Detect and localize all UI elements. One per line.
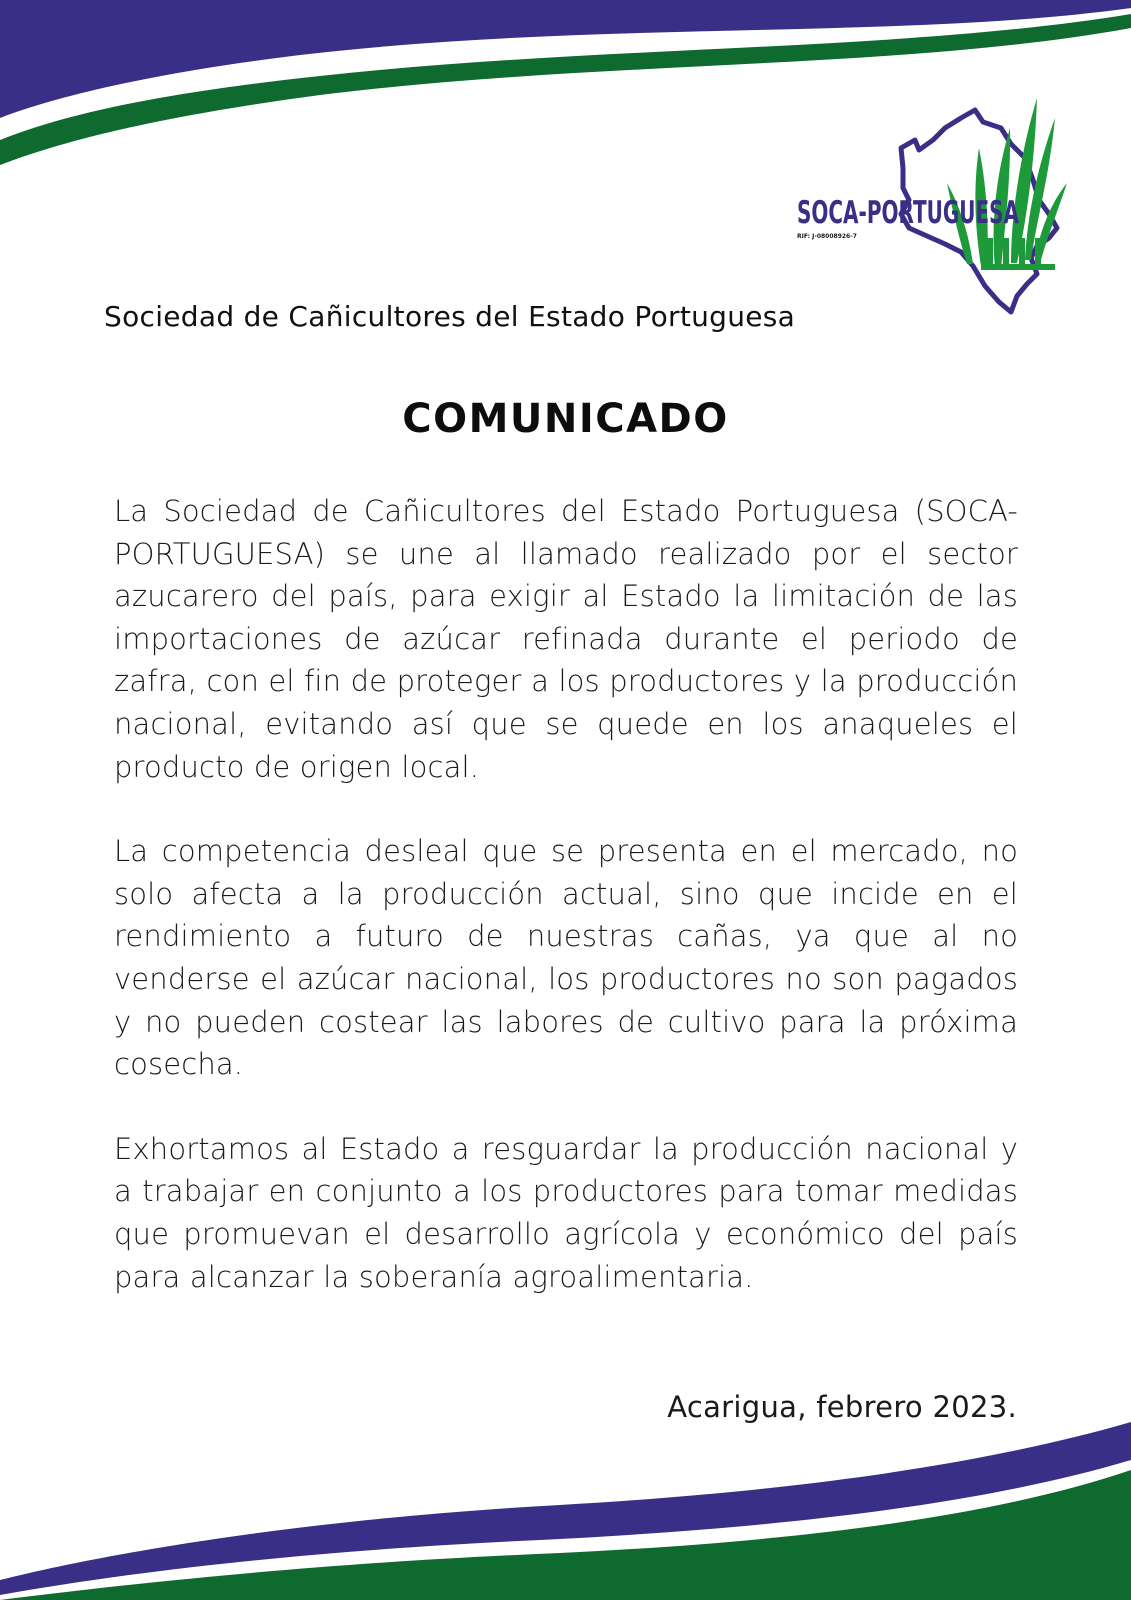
body-paragraph-2: La competencia desleal que se presenta en el mercado, no solo afecta a la producción actual, sino que incide en el rendimiento a futuro de nuestras cañas, ya que al no venderse el azúcar nacional, los productores no son pagados y no pueden costear las labores de cultivo para la próxima cosecha. — [114, 834, 1018, 1082]
document-title: COMUNICADO — [402, 396, 729, 442]
soca-portuguesa-logo — [797, 88, 1095, 323]
logo-wordmark: SOCA-PORTUGUESA — [797, 195, 1019, 231]
body-paragraph-3: Exhortamos al Estado a resguardar la producción nacional y a trabajar en conjunto a los productores para tomar medidas que promuevan el desarrollo agrícola y económico del país para alcanzar la soberanía agroalimentaria. — [114, 1131, 1018, 1294]
place-and-date: Acarigua, febrero 2023. — [667, 1390, 1017, 1424]
document-body — [114, 490, 1018, 1340]
logo-rif: RIF: J-08008926-7 — [797, 233, 857, 240]
organization-name: Sociedad de Cañicultores del Estado Portuguesa — [104, 300, 796, 333]
bottom-wave-decoration — [0, 1400, 1131, 1600]
body-paragraph-1: La Sociedad de Cañicultores del Estado Portuguesa (SOCA-PORTUGUESA) se une al llamado realizado por el sector azucarero del país, para exigir al Estado la limitación de las importaciones de azúcar refinada durante el periodo de zafra, con el fin de proteger a los productores y la producción nacional, evitando así que se quede en los anaqueles el producto de origen local. — [114, 494, 1018, 784]
